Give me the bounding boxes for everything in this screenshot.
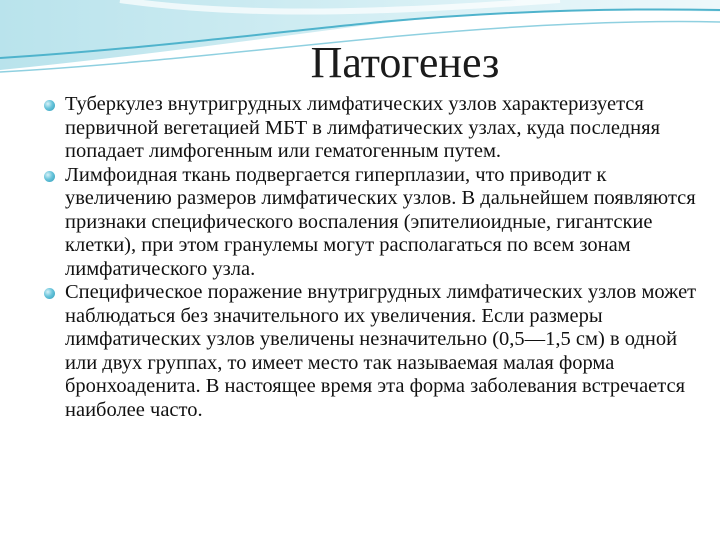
bullet-text: Лимфоидная ткань подвергается гиперплазии, что приводит к увеличению размеров лимфатических узлов. В дальнейшем появляются признаки специфического воспаления (эпителиоидные, гигантские клетки), при этом гранулемы могут располагаться по всем зонам лимфатического узла. — [65, 163, 696, 280]
bullet-list — [42, 93, 702, 422]
bullet-marker-icon — [44, 171, 55, 182]
bullet-text: Туберкулез внутригрудных лимфатических узлов характеризуется первичной вегетацией МБТ в лимфатических узлах, куда последняя попадает лимфогенным или гематогенным путем. — [65, 93, 661, 162]
bullet-item — [42, 164, 702, 282]
bullet-text: Специфическое поражение внутригрудных лимфатических узлов может наблюдаться без значительного их увеличения. Если размеры лимфатических узлов увеличены незначительно (0,5—1,5 см) в одной или двух группах, то имеет место так называемая малая форма бронхоаденита. В настоящее время эта форма заболевания встречается наиболее часто. — [65, 281, 697, 421]
bullet-marker-icon — [44, 100, 55, 111]
slide-title: Патогенез — [310, 38, 500, 87]
bullet-item — [42, 281, 702, 422]
bullet-item — [42, 93, 702, 164]
bullet-marker-icon — [44, 288, 55, 299]
